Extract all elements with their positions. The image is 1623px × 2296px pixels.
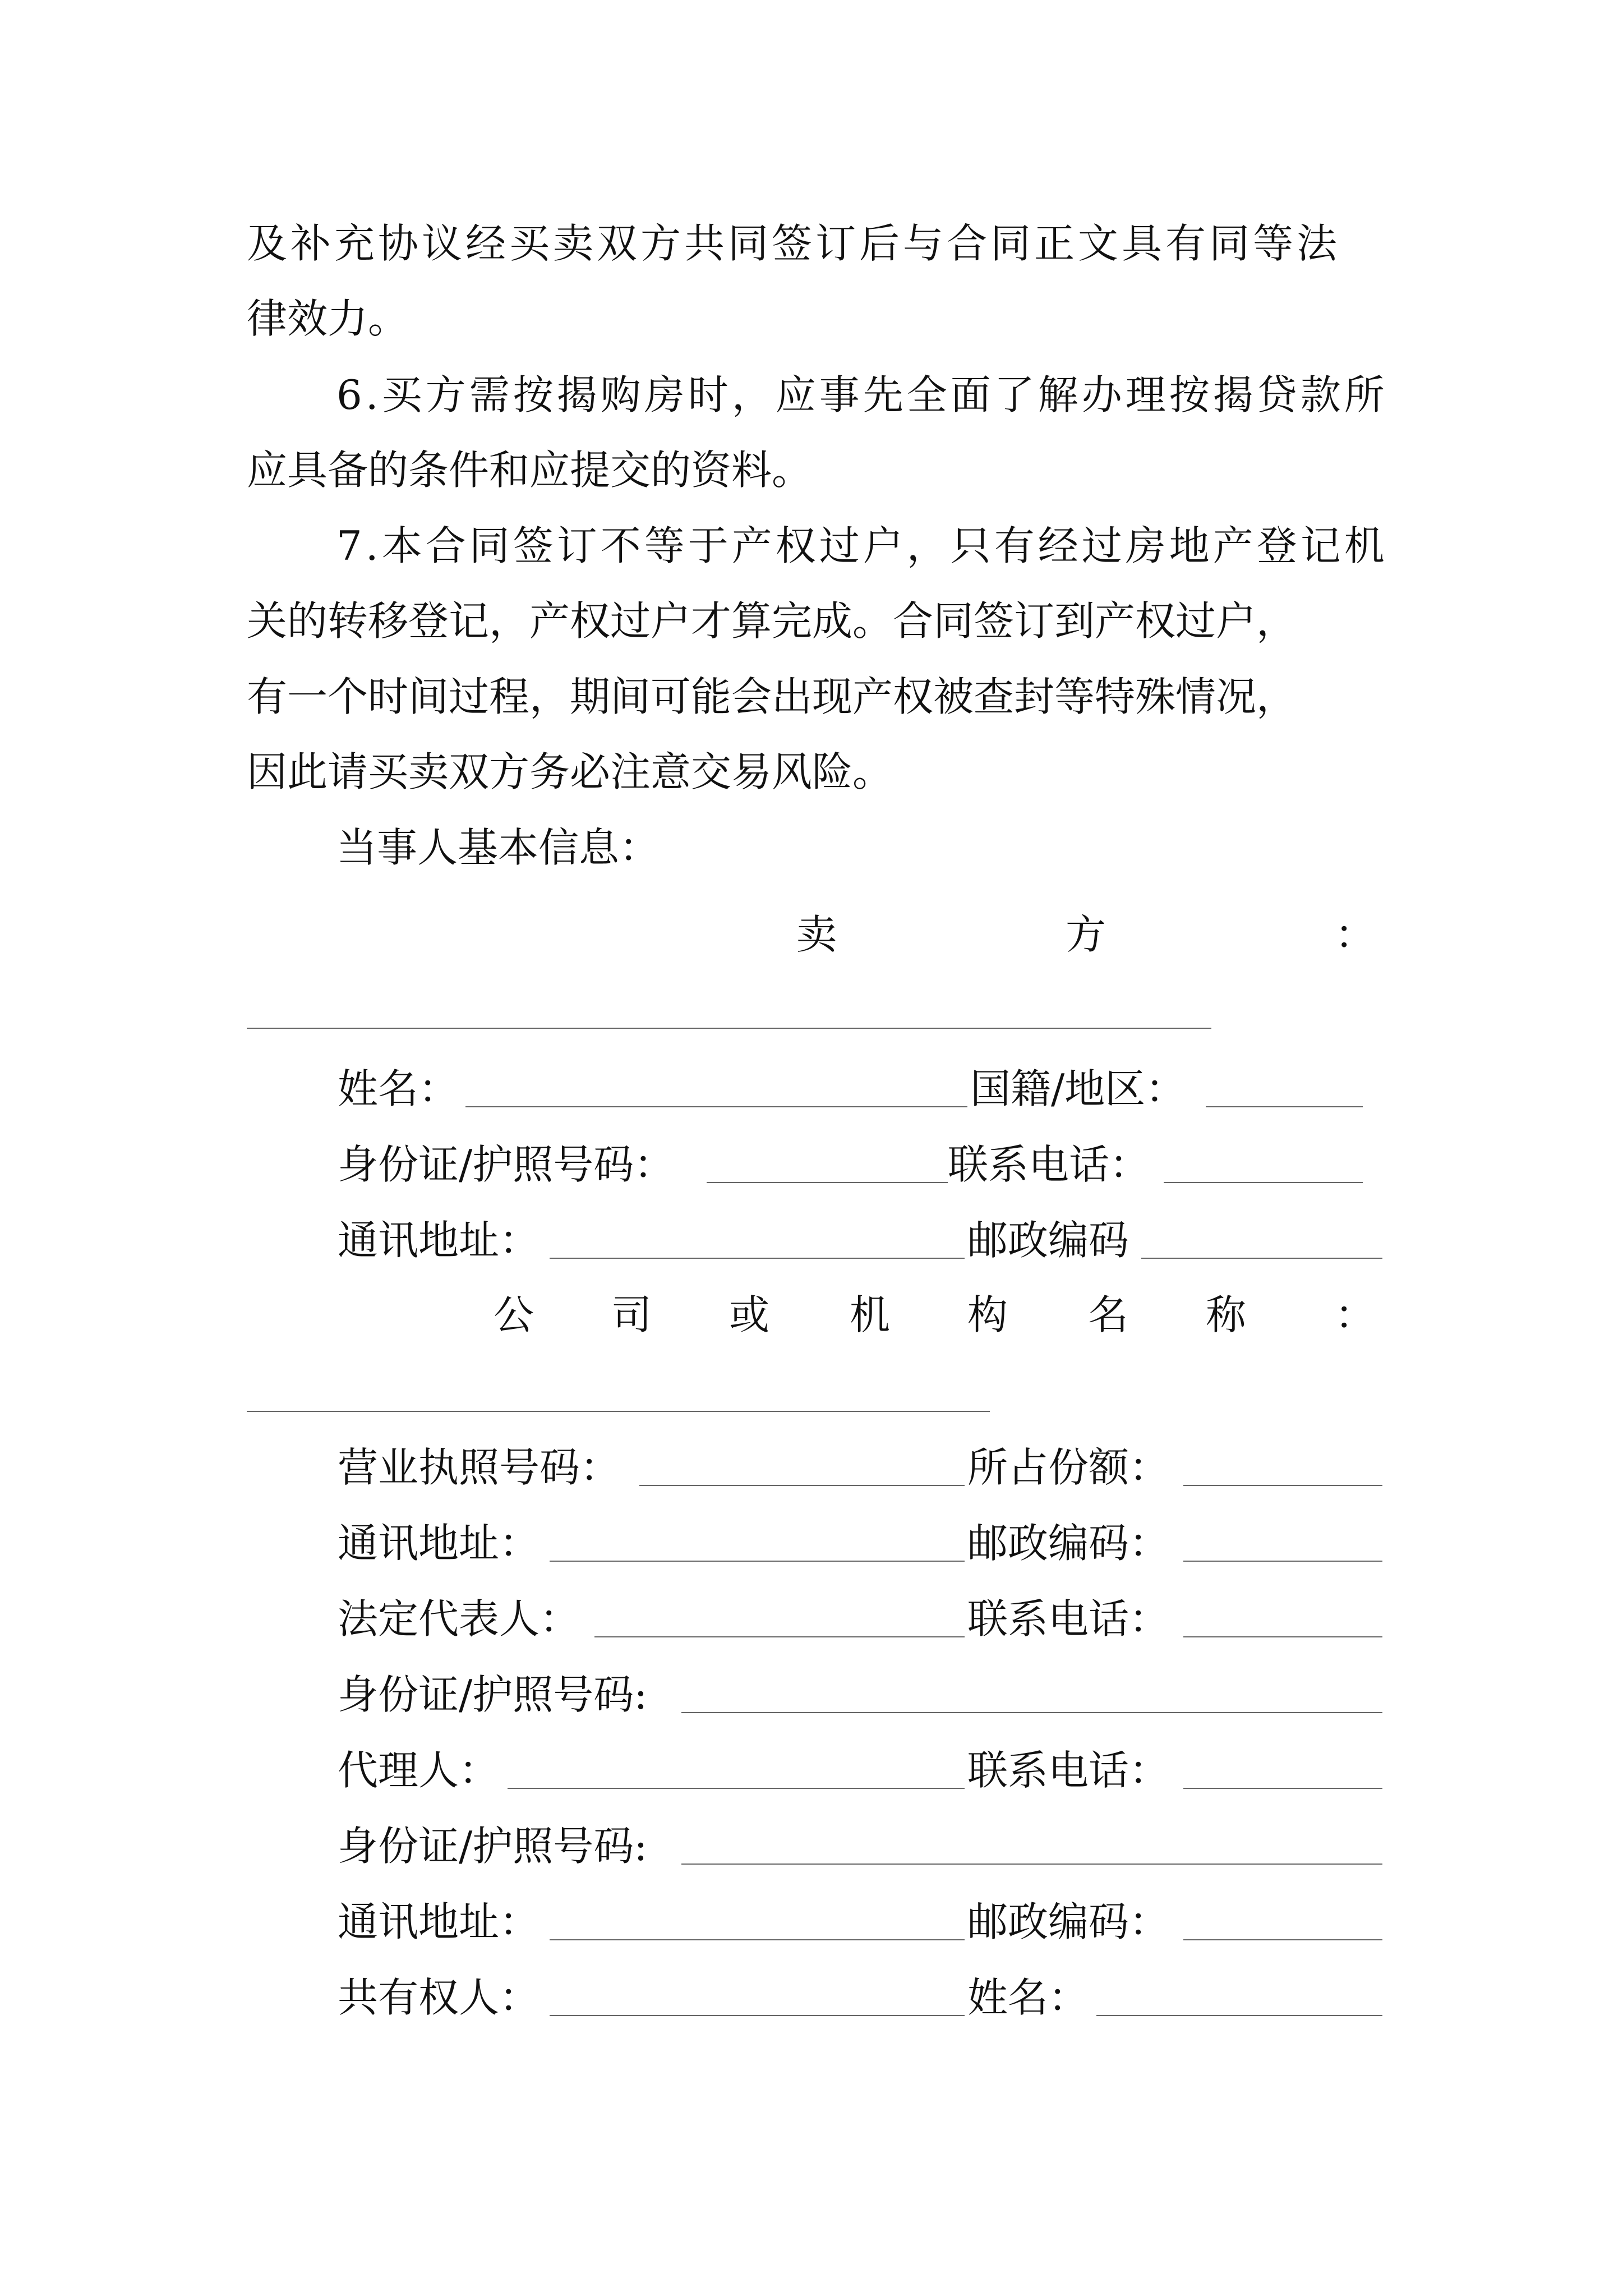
company-label-char: 或 — [729, 1291, 770, 1338]
id-number-field[interactable] — [707, 1182, 948, 1183]
phone-label: 联系电话： — [948, 1141, 1150, 1188]
business-license-field[interactable] — [639, 1485, 965, 1486]
postcode-label: 邮政编码 — [967, 1217, 1129, 1264]
clause-7-line: 因此请买卖双方务必注意交易风险。 — [247, 748, 893, 795]
name-field[interactable] — [465, 1106, 967, 1107]
agent-label: 代理人： — [338, 1747, 500, 1794]
legal-rep-phone-label: 联系电话： — [967, 1595, 1170, 1642]
agent-field[interactable] — [508, 1788, 965, 1789]
agent-postcode-label: 邮政编码： — [967, 1898, 1170, 1945]
agent-phone-label: 联系电话： — [967, 1747, 1170, 1794]
legal-rep-field[interactable] — [594, 1636, 965, 1637]
agent-id-field[interactable] — [681, 1864, 1382, 1865]
party-info-heading: 当事人基本信息： — [336, 824, 660, 871]
agent-phone-field[interactable] — [1183, 1788, 1382, 1789]
id-number-label: 身份证/护照号码： — [338, 1141, 675, 1188]
postcode-field[interactable] — [1141, 1258, 1382, 1259]
name-label: 姓名： — [338, 1065, 459, 1112]
seller-label-char: 方 — [1066, 911, 1106, 958]
company-address-label: 通讯地址： — [338, 1520, 540, 1567]
legal-rep-id-label: 身份证/护照号码: — [338, 1671, 648, 1718]
company-label-char: 构 — [967, 1291, 1008, 1338]
company-postcode-field[interactable] — [1183, 1561, 1382, 1562]
clause-6-line: 6.买方需按揭购房时，应事先全面了解办理按揭贷款所 — [336, 371, 1388, 418]
seller-name-underline[interactable] — [247, 1028, 1211, 1029]
company-label-char: 名 — [1088, 1291, 1129, 1338]
company-address-field[interactable] — [550, 1561, 965, 1562]
address-field[interactable] — [550, 1258, 965, 1259]
paragraph-line: 律效力。 — [247, 295, 409, 342]
clause-7-line: 关的转移登记，产权过户才算完成。合同签订到产权过户， — [247, 597, 1297, 645]
paragraph-line: 及补充协议经买卖双方共同签订后与合同正文具有同等法 — [247, 220, 1341, 267]
company-label-char: ： — [1335, 1291, 1376, 1338]
company-label-char: 机 — [850, 1291, 891, 1338]
agent-postcode-field[interactable] — [1183, 1939, 1382, 1940]
agent-id-label: 身份证/护照号码: — [338, 1823, 648, 1870]
company-name-underline[interactable] — [247, 1411, 990, 1412]
legal-rep-id-field[interactable] — [681, 1712, 1382, 1713]
co-owner-name-label: 姓名： — [967, 1974, 1089, 2021]
clause-7-line: 有一个时间过程，期间可能会出现产权被查封等特殊情况， — [247, 673, 1297, 720]
clause-6-line: 应具备的条件和应提交的资料。 — [247, 447, 813, 494]
clause-7-line: 7.本合同签订不等于产权过户，只有经过房地产登记机 — [336, 522, 1388, 569]
seller-label-char: 卖 — [796, 911, 837, 958]
share-field[interactable] — [1183, 1485, 1382, 1486]
agent-address-field[interactable] — [550, 1939, 965, 1940]
co-owner-field[interactable] — [550, 2015, 965, 2016]
business-license-label: 营业执照号码： — [338, 1444, 621, 1491]
company-postcode-label: 邮政编码： — [967, 1520, 1170, 1567]
seller-label-char: ： — [1335, 911, 1376, 958]
co-owner-name-field[interactable] — [1096, 2015, 1382, 2016]
company-label-char: 称 — [1206, 1291, 1247, 1338]
nationality-label: 国籍/地区： — [970, 1065, 1186, 1112]
legal-rep-label: 法定代表人： — [338, 1595, 580, 1642]
company-label-char: 司 — [611, 1291, 652, 1338]
agent-address-label: 通讯地址： — [338, 1898, 540, 1945]
address-label: 通讯地址： — [338, 1217, 540, 1264]
co-owner-label: 共有权人： — [338, 1974, 540, 2021]
nationality-field[interactable] — [1206, 1106, 1363, 1107]
share-label: 所占份额： — [967, 1444, 1170, 1491]
company-label-char: 公 — [494, 1291, 534, 1338]
phone-field[interactable] — [1164, 1182, 1363, 1183]
legal-rep-phone-field[interactable] — [1183, 1636, 1382, 1637]
